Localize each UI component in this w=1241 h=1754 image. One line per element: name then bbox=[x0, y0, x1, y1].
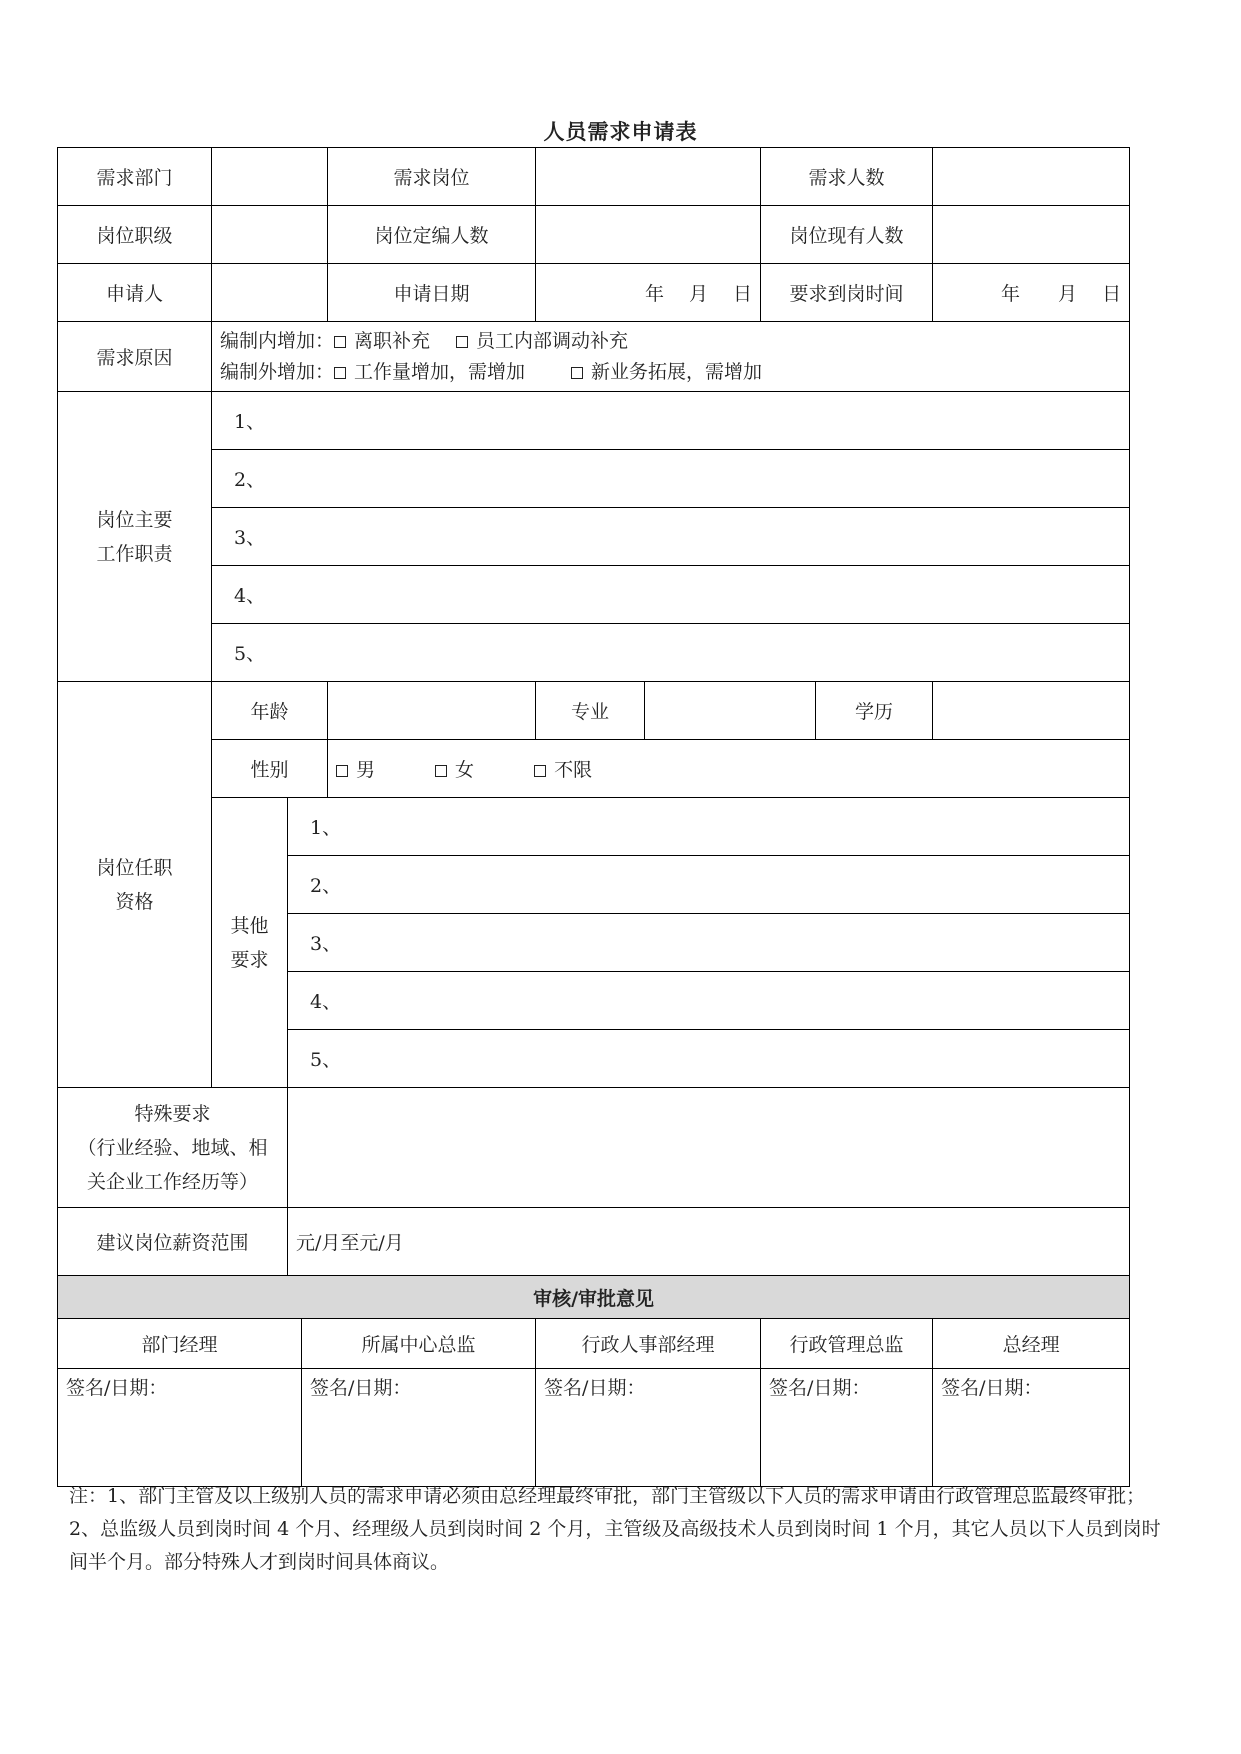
reason-option-transfer[interactable]: 员工内部调动补充 bbox=[456, 326, 628, 357]
education-label: 学历 bbox=[816, 682, 933, 740]
arrival-time-value[interactable]: 年 月 日 bbox=[933, 264, 1130, 322]
current-count-label: 岗位现有人数 bbox=[761, 206, 933, 264]
other-requirements-label: 其他 要求 bbox=[212, 798, 288, 1088]
duty-item[interactable]: 5、 bbox=[212, 624, 1130, 682]
approval-header: 审核/审批意见 bbox=[58, 1276, 1130, 1319]
headcount-value-cell[interactable] bbox=[933, 148, 1130, 206]
special-requirements-value-cell[interactable] bbox=[288, 1088, 1130, 1208]
reason-option-resignation[interactable]: 离职补充 bbox=[334, 326, 430, 357]
checkbox-icon[interactable] bbox=[571, 367, 583, 379]
requisition-form-table bbox=[57, 147, 1130, 1487]
qualifications-label: 岗位任职 资格 bbox=[58, 682, 212, 1088]
reason-option-workload[interactable]: 工作量增加，需增加 bbox=[334, 357, 525, 388]
signature-center-director[interactable]: 签名/日期： bbox=[302, 1369, 536, 1487]
checkbox-icon[interactable] bbox=[336, 765, 348, 777]
other-requirement-item[interactable]: 3、 bbox=[288, 914, 1130, 972]
position-label: 需求岗位 bbox=[328, 148, 536, 206]
reason-line-out-quota bbox=[220, 357, 1121, 388]
signature-hr-manager[interactable]: 签名/日期： bbox=[536, 1369, 761, 1487]
note-line-1: 注：1、部门主管及以上级别人员的需求申请必须由总经理最终审批，部门主管级以下人员的需求申请由行政管理总监最终审批； bbox=[69, 1485, 1146, 1507]
reason-label: 需求原因 bbox=[58, 322, 212, 392]
signature-general-manager[interactable]: 签名/日期： bbox=[933, 1369, 1130, 1487]
checkbox-icon[interactable] bbox=[456, 336, 468, 348]
position-value-cell[interactable] bbox=[536, 148, 761, 206]
form-title: 人员需求申请表 bbox=[543, 119, 698, 144]
gender-options-cell bbox=[328, 740, 1130, 798]
gender-option-any[interactable]: 不限 bbox=[534, 755, 592, 782]
checkbox-icon[interactable] bbox=[334, 367, 346, 379]
other-requirement-item[interactable]: 1、 bbox=[288, 798, 1130, 856]
signature-dept-manager[interactable]: 签名/日期： bbox=[58, 1369, 302, 1487]
current-count-value-cell[interactable] bbox=[933, 206, 1130, 264]
duty-item[interactable]: 3、 bbox=[212, 508, 1130, 566]
education-value-cell[interactable] bbox=[933, 682, 1130, 740]
role-dept-manager: 部门经理 bbox=[58, 1319, 302, 1369]
salary-label: 建议岗位薪资范围 bbox=[58, 1208, 288, 1276]
note-line-2: 2、总监级人员到岗时间 4 个月、经理级人员到岗时间 2 个月，主管级及高级技术人员到岗时间 1 个月，其它人员以下人员到岗时间半个月。部分特殊人才到岗时间具体商议。 bbox=[69, 1518, 1161, 1573]
grade-value-cell[interactable] bbox=[212, 206, 328, 264]
other-requirement-item[interactable]: 5、 bbox=[288, 1030, 1130, 1088]
grade-label: 岗位职级 bbox=[58, 206, 212, 264]
checkbox-icon[interactable] bbox=[534, 765, 546, 777]
reason-option-new-business[interactable]: 新业务拓展，需增加 bbox=[571, 357, 762, 388]
reason-out-quota-prefix: 编制外增加： bbox=[220, 360, 335, 383]
applicant-value-cell[interactable] bbox=[212, 264, 328, 322]
gender-label: 性别 bbox=[212, 740, 328, 798]
gender-option-female[interactable]: 女 bbox=[435, 755, 474, 782]
quota-value-cell[interactable] bbox=[536, 206, 761, 264]
role-center-director: 所属中心总监 bbox=[302, 1319, 536, 1369]
duty-item[interactable]: 2、 bbox=[212, 450, 1130, 508]
duty-item[interactable]: 1、 bbox=[212, 392, 1130, 450]
quota-label: 岗位定编人数 bbox=[328, 206, 536, 264]
reason-in-quota-prefix: 编制内增加： bbox=[220, 329, 335, 352]
role-general-manager: 总经理 bbox=[933, 1319, 1130, 1369]
apply-date-value[interactable]: 年 月 日 bbox=[536, 264, 761, 322]
role-hr-manager: 行政人事部经理 bbox=[536, 1319, 761, 1369]
dept-value-cell[interactable] bbox=[212, 148, 328, 206]
reason-line-in-quota bbox=[220, 326, 1121, 357]
special-requirements-label: 特殊要求 （行业经验、地域、相 关企业工作经历等） bbox=[58, 1088, 288, 1208]
checkbox-icon[interactable] bbox=[334, 336, 346, 348]
age-value-cell[interactable] bbox=[328, 682, 536, 740]
arrival-time-label: 要求到岗时间 bbox=[761, 264, 933, 322]
applicant-label: 申请人 bbox=[58, 264, 212, 322]
duties-label: 岗位主要 工作职责 bbox=[58, 392, 212, 682]
apply-date-label: 申请日期 bbox=[328, 264, 536, 322]
notes bbox=[69, 1480, 1179, 1579]
salary-value[interactable]: 元/月至元/月 bbox=[288, 1208, 1130, 1276]
major-value-cell[interactable] bbox=[645, 682, 816, 740]
major-label: 专业 bbox=[536, 682, 645, 740]
headcount-label: 需求人数 bbox=[761, 148, 933, 206]
signature-admin-director[interactable]: 签名/日期： bbox=[761, 1369, 933, 1487]
duty-item[interactable]: 4、 bbox=[212, 566, 1130, 624]
checkbox-icon[interactable] bbox=[435, 765, 447, 777]
gender-option-male[interactable]: 男 bbox=[336, 755, 375, 782]
age-label: 年龄 bbox=[212, 682, 328, 740]
dept-label: 需求部门 bbox=[58, 148, 212, 206]
other-requirement-item[interactable]: 2、 bbox=[288, 856, 1130, 914]
other-requirement-item[interactable]: 4、 bbox=[288, 972, 1130, 1030]
role-admin-director: 行政管理总监 bbox=[761, 1319, 933, 1369]
reason-options-cell bbox=[212, 322, 1130, 392]
